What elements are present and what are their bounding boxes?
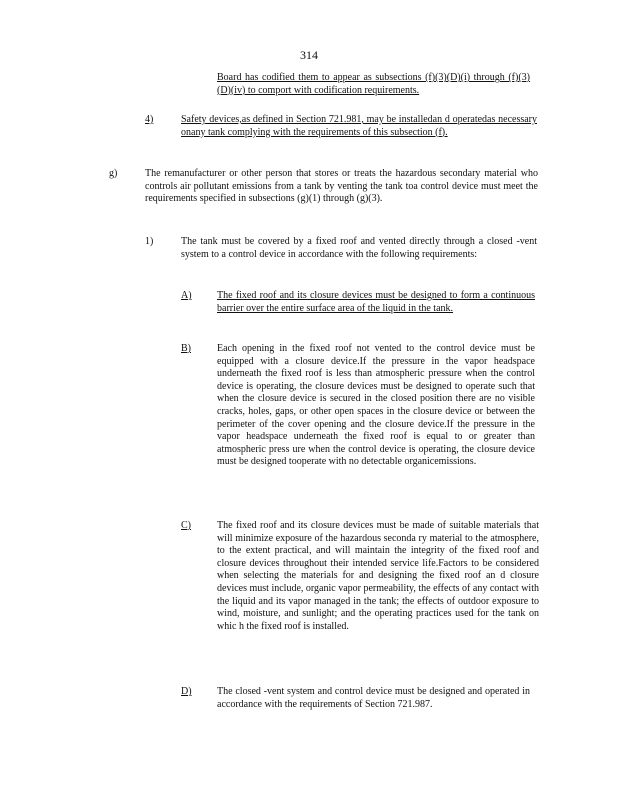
item-g1-label: 1) — [145, 236, 154, 247]
carryover-paragraph: Board has codified them to appear as subsections (f)(3)(D)(i) through (f)(3)(D)(iv) to comport with codification requirements. — [217, 72, 530, 96]
item-4-text: Safety devices,as defined in Section 721.981, may be installedan d operatedas necessary onany tank complying with the requirements of this subsection (f). — [181, 114, 537, 138]
item-B-label: B) — [181, 343, 191, 354]
item-4-label: 4) — [145, 114, 154, 125]
item-A-label: A) — [181, 290, 192, 301]
item-B-text: Each opening in the fixed roof not vented to the control device must be equipped with a closure device.If the pressure in the vapor headspace underneath the fixed roof is less than atmospheric pressure when the control device is operating, the closure devices must be designed to operate such that when the closure device is secured in the closed position there are no visible cracks, holes, gaps, or other open spaces in the closure device or between the perimeter of the cover opening and the closure device.If the pressure in the vapor headspace underneath the fixed roof is equal to or greater than atmospheric press ure when the control device is operating, the closure device must be designed tooperate with no detectable organicemissions. — [217, 343, 535, 468]
item-D-label: D) — [181, 686, 192, 697]
item-C-label: C) — [181, 520, 191, 531]
page-number: 314 — [300, 48, 318, 62]
item-g-text: The remanufacturer or other person that stores or treats the hazardous secondary material who controls air pollutant emissions from a tank by venting the tank toa control device must meet the requirements specified in subsections (g)(1) through (g)(3). — [145, 168, 538, 205]
item-C-text: The fixed roof and its closure devices must be made of suitable materials that will minimize exposure of the hazardous seconda ry material to the atmosphere, to the extent practical, and will maintain the integrity of the fixed roof and closure devices throughout their intended service life.Factors to be considered when selecting the materials for and designing the fixed roof an d closure devices must include, organic vapor permeability, the effects of any contact with the liquid and its vapor managed in the tank; the effects of outdoor exposure to wind, moisture, and sunlight; and the operating practices used for the tank on whic h the fixed roof is installed. — [217, 520, 539, 632]
item-A-text: The fixed roof and its closure devices must be designed to form a continuous barrier over the entire surface area of the liquid in the tank. — [217, 290, 535, 314]
item-D-text: The closed -vent system and control device must be designed and operated in accordance with the requirements of Section 721.987. — [217, 686, 530, 710]
item-g-label: g) — [109, 168, 118, 179]
item-g1-text: The tank must be covered by a fixed roof and vented directly through a closed -vent system to a control device in accordance with the following requirements: — [181, 236, 537, 260]
